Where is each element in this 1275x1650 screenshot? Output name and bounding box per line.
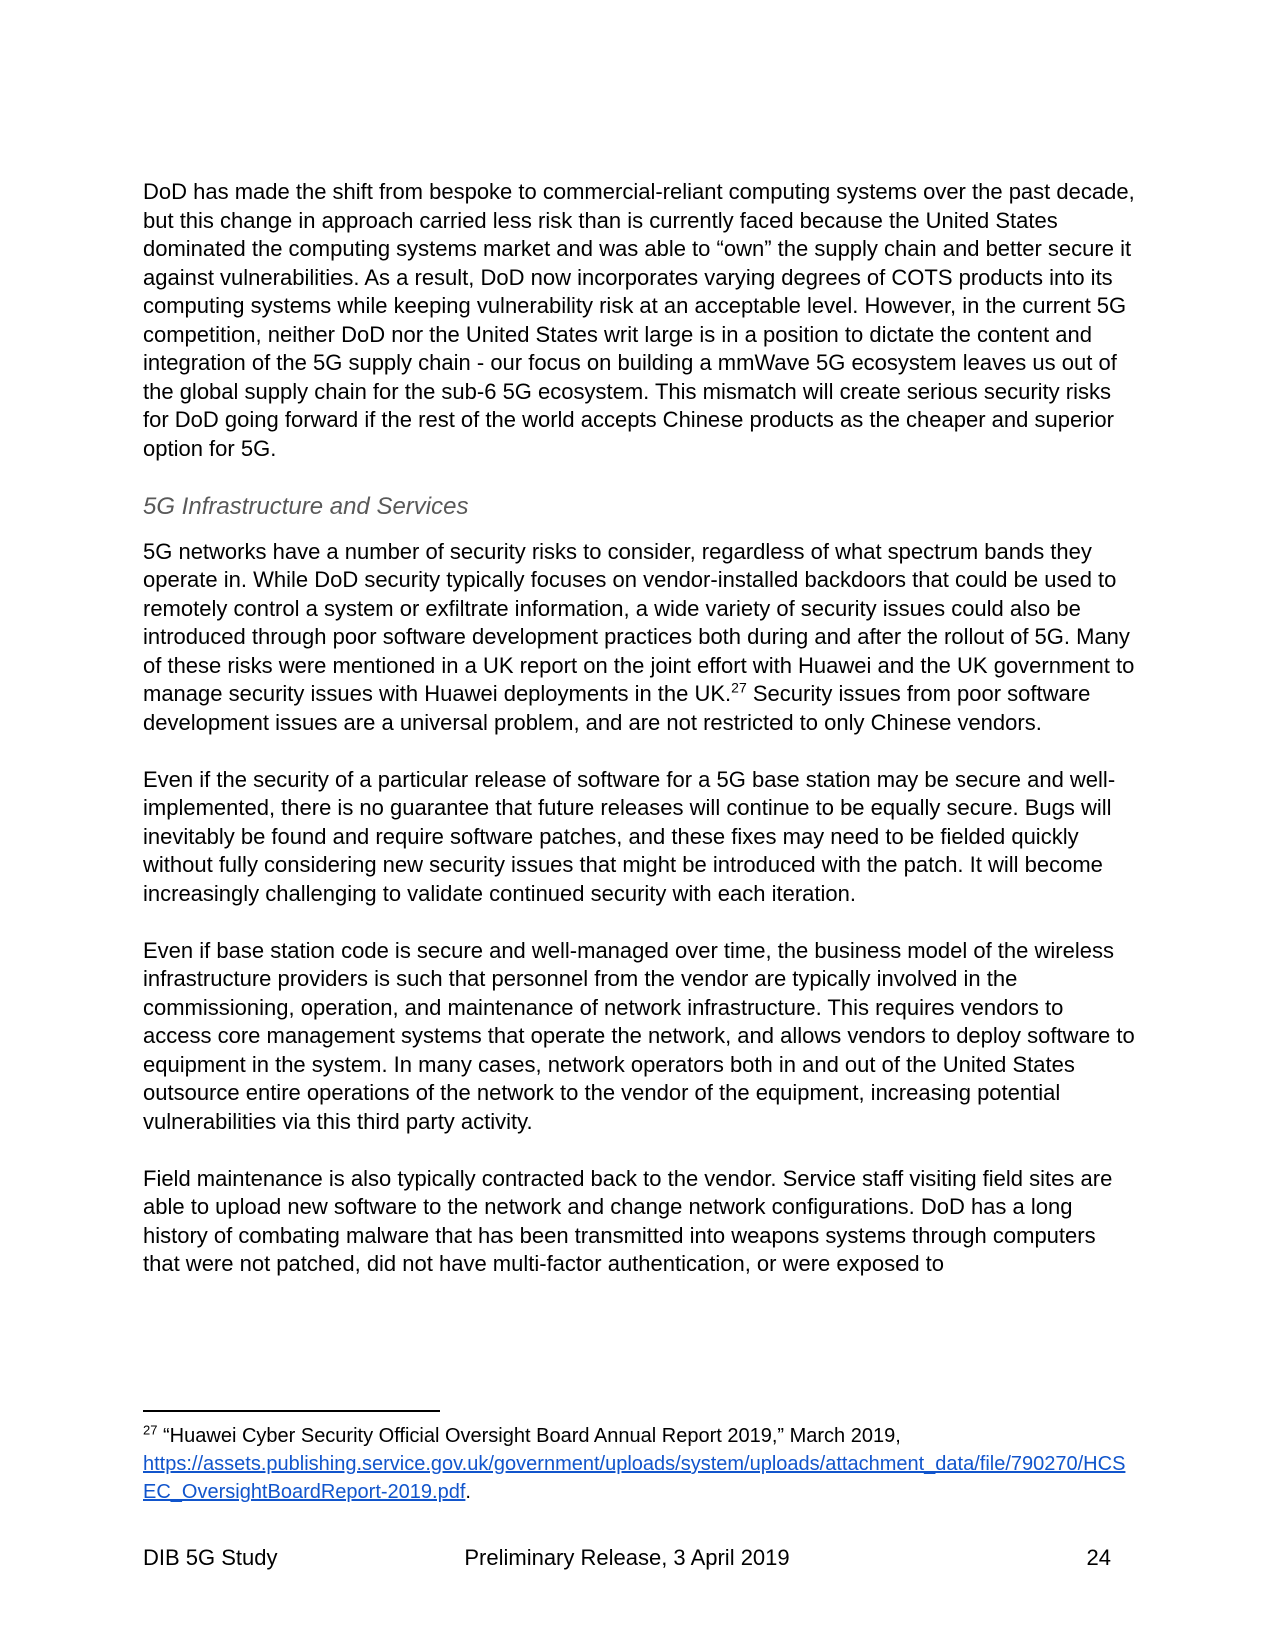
footnote-27-marker: 27 bbox=[143, 1422, 158, 1438]
paragraph-dod-shift: DoD has made the shift from bespoke to commercial-reliant computing systems over the past decade, but this change in approach carried less risk than is currently faced because the United States dominated the computing systems market and was able to “own” the supply chain and better secure it against vulnerabilities. As a result, DoD now incorporates varying degrees of COTS products into its computing systems while keeping vulnerability risk at an acceptable level. However, in the current 5G competition, neither DoD nor the United States writ large is in a position to dictate the content and integration of the 5G supply chain - our focus on building a mmWave 5G ecosystem leaves us out of the global supply chain for the sub-6 5G ecosystem. This mismatch will create serious security risks for DoD going forward if the rest of the world accepts Chinese products as the cheaper and superior option for 5G. bbox=[143, 179, 1135, 461]
footnote-27-after-link: . bbox=[465, 1481, 471, 1503]
footer-release-info: Preliminary Release, 3 April 2019 bbox=[464, 1545, 790, 1570]
footnote-separator bbox=[143, 1410, 440, 1412]
page-body bbox=[143, 178, 1135, 1307]
paragraph-vendor-business-model: Even if base station code is secure and well-managed over time, the business model of the wireless infrastructure providers is such that personnel from the vendor are typically involved in the commissioning, operation, and maintenance of network infrastructure. This requires vendors to access core management systems that operate the network, and allows vendors to deploy software to equipment in the system. In many cases, network operators both in and out of the United States outsource entire operations of the network to the vendor of the equipment, increasing potential vulnerabilities via this third party activity. bbox=[143, 937, 1135, 1134]
footnote-27-text: “Huawei Cyber Security Official Oversight Board Annual Report 2019,” March 2019, bbox=[157, 1425, 901, 1447]
section-heading-5g-infrastructure: 5G Infrastructure and Services bbox=[143, 492, 469, 520]
footnote-27 bbox=[143, 1422, 1135, 1506]
paragraph-software-releases: Even if the security of a particular release of software for a 5G base station may be secure and well-implemented, there is no guarantee that future releases will continue to be equally secure. Bugs will inevitably be found and require software patches, and these fixes may need to be fielded quickly without fully considering new security issues that might be introduced with the patch. It will become increasingly challenging to validate continued security with each iteration. bbox=[143, 766, 1116, 906]
footnote-27-link[interactable]: https://assets.publishing.service.gov.uk/government/uploads/system/uploads/attachment_data/file/790270/HCSEC_OversightBoardReport-2019.pdf bbox=[143, 1453, 1126, 1503]
footer-document-title: DIB 5G Study bbox=[143, 1545, 278, 1570]
paragraph-5g-security-risks-text: 5G networks have a number of security risks to consider, regardless of what spectrum bands they operate in. While DoD security typically focuses on vendor-installed backdoors that could be used to remotely control a system or exfiltrate information, a wide variety of security issues could also be introduced through poor software development practices both during and after the rollout of 5G. Many of these risks were mentioned in a UK report on the joint effort with Huawei and the UK government to manage security issues with Huawei deployments in the UK. bbox=[143, 538, 1135, 706]
paragraph-field-maintenance: Field maintenance is also typically contracted back to the vendor. Service staff visiting field sites are able to upload new software to the network and change network configurations. DoD has a long history of combating malware that has been transmitted into weapons systems through computers that were not patched, did not have multi-factor authentication, or were exposed to bbox=[143, 1165, 1113, 1276]
footnote-area bbox=[143, 1410, 1135, 1506]
footer-page-number: 24 bbox=[1086, 1545, 1111, 1570]
paragraph-5g-security-risks bbox=[143, 538, 1135, 738]
paragraph-5g-security-risks-continued: Security issues from poor software development issues are a universal problem, and are not restricted to only Chinese vendors. bbox=[143, 681, 1091, 735]
page-footer bbox=[143, 1544, 1135, 1573]
footnote-reference-27: 27 bbox=[731, 679, 747, 696]
